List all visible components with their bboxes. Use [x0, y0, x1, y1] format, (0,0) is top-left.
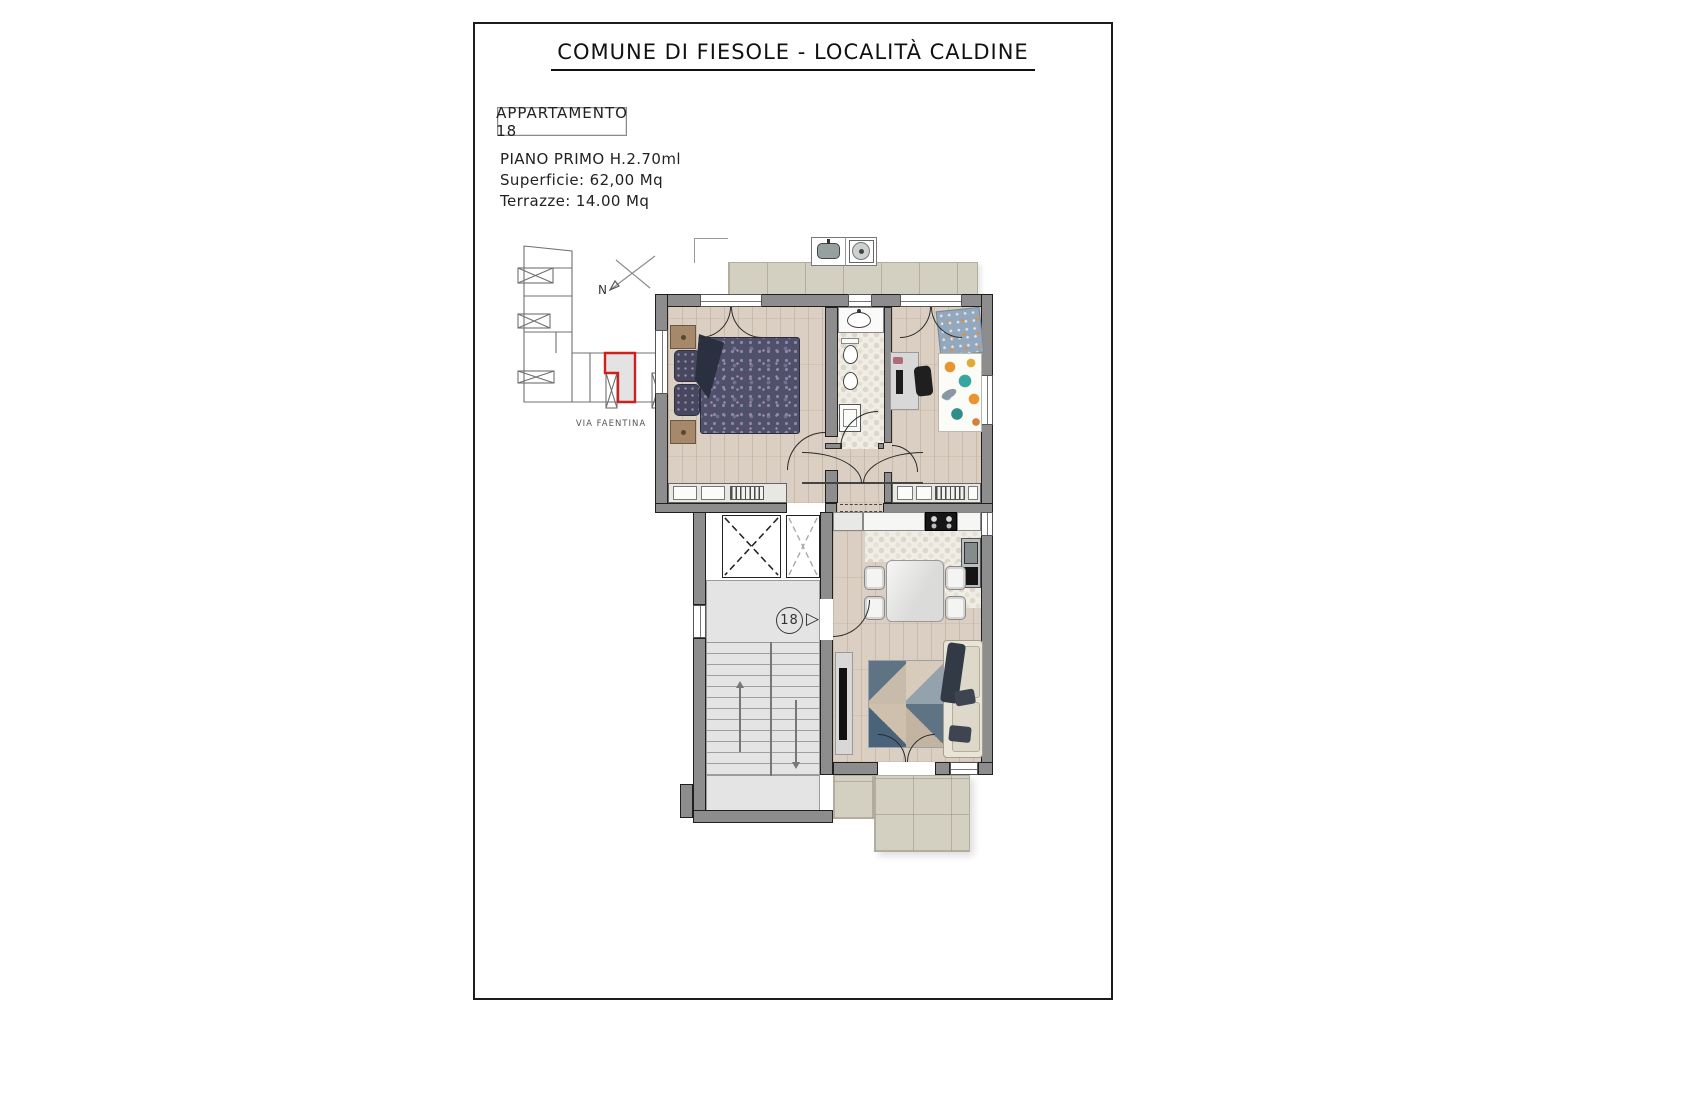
wall-left	[655, 294, 668, 513]
terrace-door-opening	[878, 762, 935, 775]
kitchen-counter-2	[957, 512, 981, 531]
utility-faucet	[827, 239, 830, 244]
utility-divider	[845, 237, 846, 266]
wall-living-bottom-a	[833, 762, 878, 775]
elevator-x-icon	[723, 516, 780, 577]
stair-arrow-line-2	[795, 700, 797, 762]
page-title-wrap	[523, 40, 1063, 71]
dining-chair	[945, 566, 966, 590]
unit-marker-arrow-icon: ▷	[806, 609, 820, 629]
bed-pillow	[674, 384, 700, 416]
desk-chair	[913, 365, 933, 397]
living-bottom-window	[950, 762, 978, 775]
nightstand	[670, 420, 696, 444]
bathroom-window	[848, 294, 872, 307]
nightstand	[670, 325, 696, 349]
stair-rail	[770, 642, 772, 776]
wardrobe-box	[701, 486, 725, 500]
info-floor-height: PIANO PRIMO H.2.70ml	[500, 150, 681, 168]
kitchen-counter	[863, 512, 925, 531]
sofa-pillow	[948, 725, 972, 743]
wall-stair-left-b	[693, 638, 706, 818]
desk-monitor	[896, 370, 903, 394]
stair-lower-landing	[706, 775, 820, 811]
apartment-label: APPARTAMENTO 18	[496, 103, 628, 140]
radiator	[935, 486, 965, 500]
wardrobe-box	[897, 486, 913, 500]
kitchen-sink	[964, 542, 978, 564]
kids-side-window	[981, 375, 993, 425]
tv-screen	[839, 668, 847, 740]
utility-sink	[817, 243, 840, 259]
wall-living-bottom-b	[935, 762, 950, 775]
sink-faucet-dot	[857, 309, 861, 313]
entrance-door-opening	[820, 599, 833, 640]
toilet	[843, 345, 858, 364]
street-label: VIA FAENTINA	[575, 419, 647, 429]
passage-dashed-opening	[840, 504, 882, 512]
elevator-shaft-2	[786, 515, 820, 578]
stair-arrow-line	[739, 688, 741, 752]
terrace-step-line	[694, 238, 728, 263]
wall-living-bottom-c	[978, 762, 993, 775]
wall-stair-left-a	[693, 512, 706, 605]
radiator	[730, 486, 764, 500]
terrace-top	[728, 262, 978, 296]
unit-marker-number: 18	[780, 613, 799, 628]
info-terraces: Terrazze: 14.00 Mq	[500, 192, 650, 210]
stairs	[706, 642, 820, 776]
kitchen-sink-dark	[964, 567, 978, 585]
wall-bath-bottom-b	[878, 443, 884, 449]
apartment-label-box	[496, 103, 628, 140]
elevator-x-icon	[787, 516, 819, 577]
wardrobe-box	[968, 486, 978, 500]
bedroom-side-window	[655, 330, 668, 394]
washing-machine-dot	[859, 249, 864, 254]
wardrobe-box	[916, 486, 932, 500]
dining-chair	[864, 566, 885, 590]
wall-stair-bottom	[693, 810, 833, 823]
wardrobe-box	[673, 486, 697, 500]
kitchen-corner-cabinet	[833, 512, 863, 531]
unit-marker	[776, 607, 803, 634]
stair-arrow-up-icon	[736, 681, 744, 688]
dining-chair	[945, 596, 966, 620]
toilet-tank	[841, 338, 859, 344]
wall-mid-a	[655, 503, 787, 513]
info-surface: Superficie: 62,00 Mq	[500, 171, 664, 189]
desk-items	[893, 357, 903, 364]
stove	[925, 512, 957, 531]
elevator-landing	[706, 580, 820, 643]
bidet	[843, 372, 858, 390]
stair-arrow-down-icon	[792, 762, 800, 769]
dining-table	[886, 560, 944, 622]
bathroom-sink	[847, 312, 871, 328]
elevator-shaft-1	[722, 515, 781, 578]
terrace-bottom-right	[874, 775, 970, 852]
kids-french-window	[900, 294, 962, 307]
wall-bedroom-partition-a	[825, 307, 838, 437]
wall-living-left-a	[820, 512, 833, 600]
apartment-info	[500, 149, 681, 212]
terrace-bottom-left	[833, 775, 874, 819]
north-label: N	[598, 283, 607, 297]
page-title: COMUNE DI FIESOLE - LOCALITÀ CALDINE	[551, 40, 1034, 71]
bedroom-french-window	[700, 294, 762, 307]
wall-living-left-b	[820, 638, 833, 775]
stair-window	[693, 605, 706, 638]
key-plan-unit-highlight	[605, 353, 635, 402]
w all-stair-step	[680, 784, 693, 818]
kitchen-side-window	[981, 512, 993, 536]
